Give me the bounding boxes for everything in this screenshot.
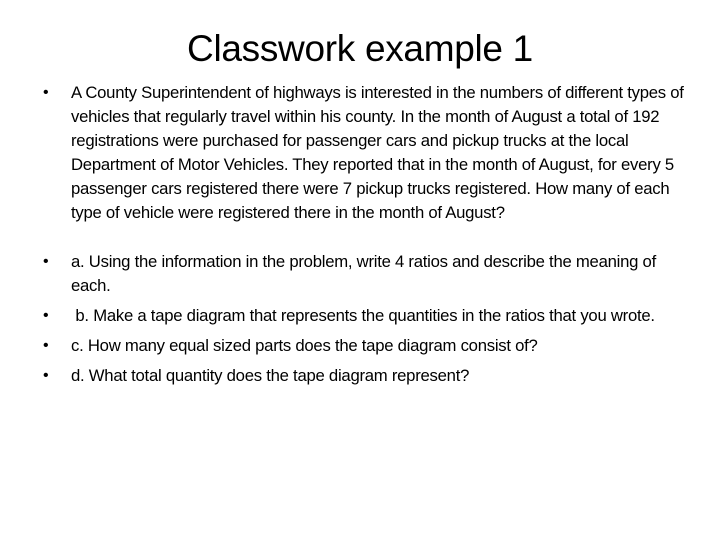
question-a-bullet bbox=[36, 250, 696, 298]
problem-statement-bullet bbox=[36, 81, 696, 225]
bullet-icon: • bbox=[43, 307, 49, 324]
slide-title: Classwork example 1 bbox=[187, 28, 533, 69]
question-d-bullet bbox=[36, 364, 696, 388]
bullet-text: c. How many equal sized parts does the tape diagram consist of? bbox=[71, 336, 538, 355]
bullet-icon: • bbox=[43, 253, 49, 270]
slide-body bbox=[36, 81, 696, 388]
bullet-icon: • bbox=[43, 84, 49, 101]
spacer bbox=[36, 225, 696, 250]
bullet-text: a. Using the information in the problem, write 4 ratios and describe the meaning of each. bbox=[71, 252, 656, 295]
bullet-icon: • bbox=[43, 337, 49, 354]
question-b-bullet bbox=[36, 304, 696, 328]
bullet-text: d. What total quantity does the tape diagram represent? bbox=[71, 366, 470, 385]
bullet-icon: • bbox=[43, 367, 49, 384]
question-c-bullet bbox=[36, 334, 696, 358]
bullet-text: b. Make a tape diagram that represents the quantities in the ratios that you wrote. bbox=[71, 306, 655, 325]
bullet-text: A County Superintendent of highways is interested in the numbers of different types of vehicles that regularly travel within his county. In the month of August a total of 192 registrations were purchased for passenger cars and pickup trucks at the local Department of Motor Vehicles. They reported that in the month of August, for every 5 passenger cars registered there were 7 pickup trucks registered. How many of each type of vehicle were registered there in the month of August? bbox=[71, 83, 684, 222]
